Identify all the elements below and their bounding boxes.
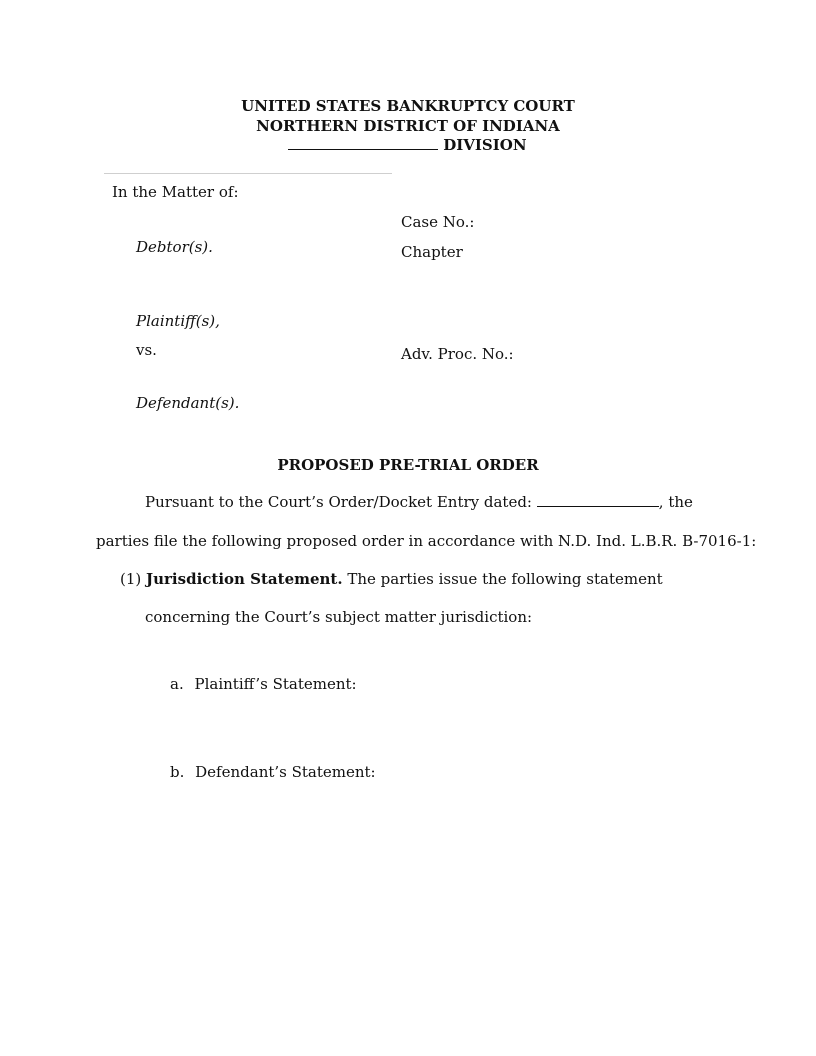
caption-divider [104,173,392,174]
document-title: PROPOSED PRE-TRIAL ORDER [277,456,539,474]
plaintiffs-label: Plaintiff(s), [136,312,220,330]
section-1-heading: Jurisdiction Statement. [146,570,343,588]
item-a-marker: a. [170,675,184,693]
plaintiff-statement-item [170,675,357,693]
item-b-marker: b. [170,763,185,781]
section-1-text-2: concerning the Court’s subject matter jurisdiction: [145,608,533,626]
vs-label: vs. [136,341,157,359]
intro-text-b: , the [658,493,693,511]
court-district: NORTHERN DISTRICT OF INDIANA [256,117,560,135]
section-1-number: (1) [120,570,142,588]
order-date-blank[interactable] [537,493,659,507]
intro-line-1 [145,493,693,511]
matter-of-label: In the Matter of: [112,183,239,201]
adv-proc-no-label: Adv. Proc. No.: [401,345,514,363]
section-1-text-1: The parties issue the following statement [347,570,663,588]
defendant-statement-item [170,763,376,781]
division-blank[interactable] [288,136,438,150]
defendant-statement-label: Defendant’s Statement: [195,763,376,781]
court-name: UNITED STATES BANKRUPTCY COURT [241,97,575,115]
chapter-label: Chapter [401,243,463,261]
division-label: DIVISION [443,136,527,154]
section-1-line-1 [120,570,663,588]
intro-line-2: parties file the following proposed order in accordance with N.D. Ind. L.B.R. B-7016-1: [96,532,757,550]
court-division [288,136,527,154]
defendants-label: Defendant(s). [136,394,240,412]
debtors-label: Debtor(s). [136,238,213,256]
case-no-label: Case No.: [401,213,475,231]
plaintiff-statement-label: Plaintiff’s Statement: [194,675,357,693]
intro-text-a: Pursuant to the Court’s Order/Docket Entry dated: [145,493,532,511]
